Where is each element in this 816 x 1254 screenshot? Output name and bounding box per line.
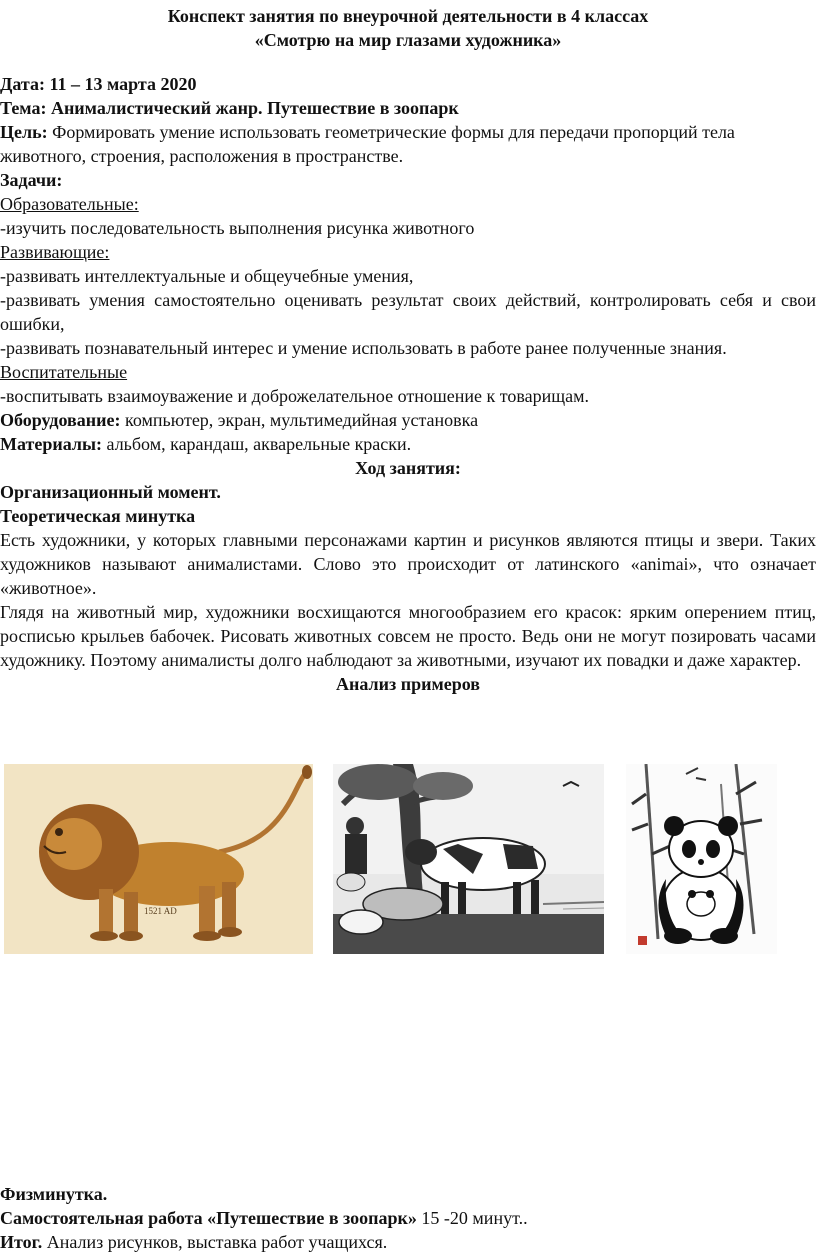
lion-signature-mark: 1521 AD bbox=[144, 906, 177, 916]
examples-heading: Анализ примеров bbox=[335, 674, 481, 694]
cattle-engraving-illustration bbox=[333, 764, 604, 954]
developing-item-3: -развивать познавательный интерес и умение использовать в работе ранее полученные знания. bbox=[0, 338, 727, 358]
lesson-footer bbox=[0, 1182, 816, 1254]
upbringing-item-1: -воспитывать взаимоуважение и доброжелательное отношение к товарищам. bbox=[0, 386, 589, 406]
lesson-goal bbox=[0, 120, 816, 168]
title-line-2: «Смотрю на мир глазами художника» bbox=[254, 30, 562, 50]
title-line-1: Конспект занятия по внеурочной деятельности в 4 классах bbox=[167, 6, 649, 26]
org-moment-heading: Организационный момент. bbox=[0, 482, 221, 502]
panda-illustration bbox=[626, 764, 777, 954]
lesson-progress-heading: Ход занятия: bbox=[355, 458, 461, 478]
developing-label: Развивающие: bbox=[0, 242, 110, 262]
result-text: Анализ рисунков, выставка работ учащихся. bbox=[42, 1232, 388, 1252]
independent-work-line bbox=[0, 1206, 816, 1230]
equipment-label: Оборудование: bbox=[0, 410, 121, 430]
cattle-engraving-image bbox=[333, 764, 604, 954]
theory-paragraph-1: Есть художники, у которых главными персонажами картин и рисунков являются птицы и звери. Таких художников называют анималистами. Слово это происходит от латинского «animai», что означает «животное». bbox=[0, 530, 816, 598]
lesson-meta bbox=[0, 72, 816, 696]
independent-work-label: Самостоятельная работа «Путешествие в зоопарк» bbox=[0, 1208, 417, 1228]
lesson-topic: Тема: Анималистический жанр. Путешествие в зоопарк bbox=[0, 98, 459, 118]
equipment-text: компьютер, экран, мультимедийная установка bbox=[120, 410, 479, 430]
upbringing-label: Воспитательные bbox=[0, 362, 128, 382]
educational-item-1: -изучить последовательность выполнения рисунка животного bbox=[0, 218, 475, 238]
developing-item-1: -развивать интеллектуальные и общеучебные умения, bbox=[0, 266, 414, 286]
developing-item-2: -развивать умения самостоятельно оценивать результат своих действий, контролировать себя и свои ошибки, bbox=[0, 290, 816, 334]
theory-heading: Теоретическая минутка bbox=[0, 506, 196, 526]
equipment-line bbox=[0, 408, 816, 432]
goal-label: Цель: bbox=[0, 122, 48, 142]
independent-work-text: 15 -20 минут.. bbox=[416, 1208, 528, 1228]
lion-painting-image bbox=[4, 764, 313, 954]
lion-illustration bbox=[4, 764, 313, 954]
lesson-date: Дата: 11 – 13 марта 2020 bbox=[0, 74, 197, 94]
educational-label: Образовательные: bbox=[0, 194, 139, 214]
physminute-heading: Физминутка. bbox=[0, 1184, 108, 1204]
tasks-label: Задачи: bbox=[0, 170, 63, 190]
materials-line bbox=[0, 432, 816, 456]
theory-paragraph-2: Глядя на животный мир, художники восхищаются многообразием его красок: ярким оперением птиц, росписью крыльев бабочек. Рисовать животных совсем не просто. Ведь они не могут позировать часами художнику. Поэтому анималисты долго наблюдают за животными, изучают их повадки и даже характер. bbox=[0, 602, 816, 670]
goal-text: Формировать умение использовать геометрические формы для передачи пропорций тела животного, строения, расположения в пространстве. bbox=[0, 122, 735, 166]
result-label: Итог. bbox=[0, 1232, 43, 1252]
document-header bbox=[0, 4, 816, 52]
materials-label: Материалы: bbox=[0, 434, 103, 454]
panda-painting-image bbox=[626, 764, 777, 954]
materials-text: альбом, карандаш, акварельные краски. bbox=[102, 434, 412, 454]
result-line bbox=[0, 1230, 816, 1254]
